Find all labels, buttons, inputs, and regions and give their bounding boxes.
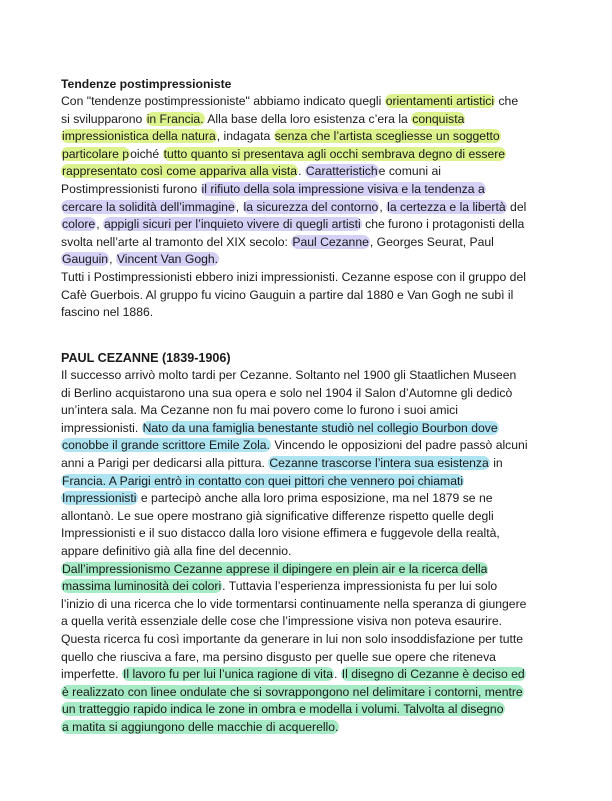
text-line: [61, 146, 561, 164]
text-line: [61, 163, 561, 181]
text-line: [61, 473, 561, 491]
highlighted-text: impressionistica della natura: [62, 129, 216, 144]
highlighted-text: è realizzato con linee ondulate che si sovrappongono nel delimitare i contorni, mentre: [62, 684, 523, 699]
text-line: [61, 367, 561, 385]
highlighted-text: Vincent Van Gogh.: [116, 252, 219, 267]
text-segment: del: [506, 199, 527, 214]
text-line: [61, 666, 561, 684]
text-line: [61, 701, 561, 719]
text-segment: Postimpressionisti furono: [61, 181, 201, 196]
text-line: [61, 631, 561, 649]
highlighted-text: un tratteggio rapido indica le zone in ombra e modella i volumi. Talvolta al disegno: [62, 702, 504, 717]
text-segment: Vincendo le opposizioni del padre passò alcuni: [270, 438, 528, 453]
text-segment: impressionisti.: [61, 420, 142, 435]
text-segment: , indagata: [216, 129, 274, 144]
highlighted-text: appigli sicuri per l’inquieto vivere di quegli artisti: [103, 217, 361, 232]
text-line: [61, 508, 561, 526]
highlighted-text: Gauguin: [62, 252, 109, 267]
text-segment: ,: [109, 252, 116, 267]
text-line: [61, 561, 561, 579]
section-heading: Tendenze postimpressioniste: [61, 77, 232, 91]
highlighted-text: Paul Cezanne: [292, 234, 369, 249]
highlighted-text: rappresentato così come appariva alla vista: [62, 164, 298, 179]
text-line: [61, 613, 561, 631]
text-line: [61, 649, 561, 667]
text-line: [61, 543, 561, 561]
text-line: [61, 234, 561, 252]
text-line: [61, 251, 561, 269]
text-segment: quello che riusciva a fare, ma persino disgusto per quelle sue opere che riteneva: [61, 649, 496, 664]
text-segment: a quella verità essenziale delle cose che l’impressione visiva non poteva esaurire.: [61, 614, 503, 629]
text-segment: imperfette.: [61, 667, 122, 682]
text-line: [61, 216, 561, 234]
text-line: [61, 269, 561, 287]
highlighted-text: particolare p: [62, 146, 130, 161]
text-segment: fascino nel 1886.: [61, 305, 154, 320]
text-line: [61, 455, 561, 473]
text-segment: allontanò. Le sue opere mostrano già significative differenze rispetto quelle degli: [61, 508, 494, 523]
highlighted-text: Impressionisti: [62, 491, 137, 506]
text-segment: di Berlino acquistarono una sua opera e solo nel 1904 il Salon d’Automne gli dedicò: [61, 385, 513, 400]
section-tendenze: [61, 76, 561, 322]
text-line: [61, 490, 561, 508]
text-segment: in: [489, 455, 503, 470]
text-line: [61, 128, 561, 146]
section-cezanne: [61, 350, 561, 736]
text-segment: Impressionisti e il suo distacco dalla loro visione effimera e fuggevole della realtà,: [61, 526, 500, 541]
highlighted-text: Nato da una famiglia benestante studiò nel collegio Bourbon dove: [142, 420, 498, 435]
text-line: [61, 596, 561, 614]
text-segment: . Tuttavia l’esperienza impressionista fu per lui solo: [222, 579, 498, 594]
text-line: [61, 385, 561, 403]
text-segment: ,: [96, 217, 103, 232]
highlighted-text: conquista: [412, 111, 465, 126]
section-heading: PAUL CEZANNE (1839-1906): [61, 351, 231, 365]
text-segment: e comuni ai: [378, 164, 441, 179]
text-segment: Il successo arrivò molto tardi per Cezanne. Soltanto nel 1900 gli Staatlichen Museen: [61, 368, 517, 382]
section-body: [61, 93, 561, 322]
highlighted-text: il rifiuto della sola impressione visiva e la tendenza a: [201, 181, 485, 196]
text-line: [61, 287, 561, 305]
text-line: [61, 578, 561, 596]
text-segment: si svilupparono: [61, 111, 146, 126]
highlighted-text: Il disegno di Cezanne è deciso ed: [341, 667, 525, 682]
text-line: [61, 304, 561, 322]
text-line: [61, 111, 561, 129]
highlighted-text: la certezza e la libertà: [387, 199, 506, 214]
text-segment: svolta nell’arte al tramonto del XIX secolo:: [61, 234, 292, 249]
highlighted-text: massima luminosità dei colori: [62, 579, 222, 594]
text-line: [61, 525, 561, 543]
highlighted-text: la sicurezza del contorno: [243, 199, 379, 214]
highlighted-text: tutto quanto si presentava agli occhi sembrava degno di essere: [163, 146, 506, 161]
text-segment: un’intera sala. Ma Cezanne non fu mai povero come lo furono i suoi amici: [61, 403, 458, 418]
highlighted-text: Dall’impressionismo Cezanne apprese il dipingere en plein air e la ricerca della: [62, 561, 488, 576]
highlighted-text: colore: [62, 217, 96, 232]
highlighted-text: orientamenti artistici: [385, 94, 495, 108]
text-segment: e partecipò anche alla loro prima esposizione, ma nel 1879 se ne: [137, 491, 493, 506]
text-line: [61, 402, 561, 420]
text-segment: .: [298, 164, 305, 179]
text-segment: l’inizio di una ricerca che lo vide tormentarsi continuamente nella speranza di giungere: [61, 596, 527, 611]
text-line: [61, 719, 561, 737]
highlighted-text: Il lavoro fu per lui l’unica ragione di vita: [122, 667, 333, 682]
text-segment: appare definitivo già alla fine del decennio.: [61, 543, 292, 558]
text-segment: Questa ricerca fu così importante da generare in lui non solo insoddisfazione per tutte: [61, 631, 524, 646]
highlighted-text: Caratteristich: [305, 164, 378, 179]
highlighted-text: a matita si aggiungono delle macchie di acquerello.: [62, 719, 339, 734]
highlighted-text: conobbe il grande scrittore Emile Zola.: [62, 438, 270, 453]
text-segment: ,: [235, 199, 243, 214]
text-segment: Alla base della loro esistenza c’era la: [204, 111, 412, 126]
section-body: [61, 367, 561, 736]
text-line: [61, 437, 561, 455]
highlighted-text: Francia. A Parigi entrò in contatto con quei pittori che vennero poi chiamati: [62, 473, 464, 488]
text-segment: , Georges Seurat, Paul: [369, 234, 494, 249]
highlighted-text: in Francia.: [146, 111, 204, 126]
text-segment: Tutti i Postimpressionisti ebbero inizi impressionisti. Cezanne espose con il gruppo del: [61, 269, 526, 284]
highlighted-text: Cezanne trascorse l’intera sua esistenza: [269, 455, 489, 470]
text-segment: oiché: [130, 146, 163, 161]
text-line: [61, 684, 561, 702]
text-segment: .: [333, 667, 341, 682]
text-line: [61, 420, 561, 438]
highlighted-text: senza che l’artista scegliesse un soggetto: [274, 129, 500, 144]
text-line: [61, 199, 561, 217]
text-line: [61, 93, 561, 111]
text-segment: Cafè Guerbois. Al gruppo fu vicino Gauguin a partire dal 1880 e Van Gogh ne subì il: [61, 287, 514, 302]
text-segment: anni a Parigi per dedicarsi alla pittura.: [61, 455, 269, 470]
text-segment: che furono i protagonisti della: [361, 217, 525, 232]
text-line: [61, 181, 561, 199]
text-segment: Con "tendenze postimpressioniste" abbiamo indicato quegli: [61, 94, 385, 108]
text-segment: che: [495, 94, 519, 108]
text-segment: ,: [379, 199, 387, 214]
highlighted-text: cercare la solidità dell’immagine: [62, 199, 235, 214]
